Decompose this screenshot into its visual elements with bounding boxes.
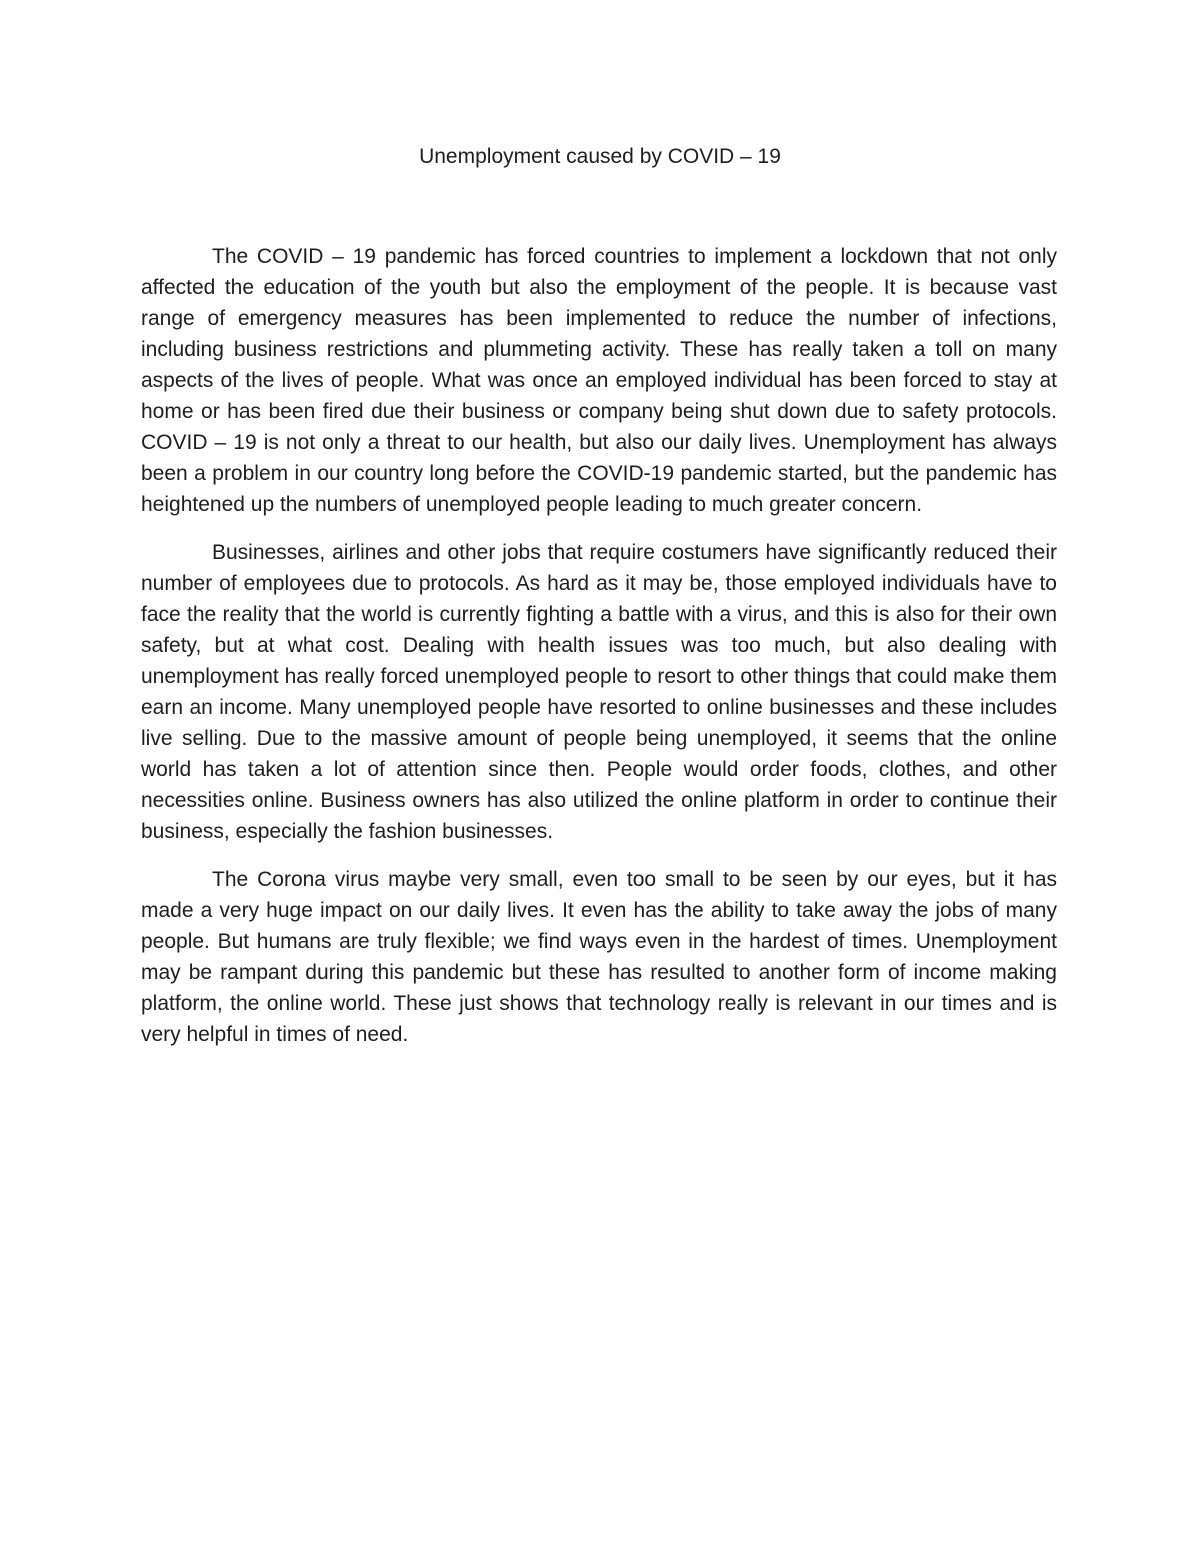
paragraph-3: The Corona virus maybe very small, even too small to be seen by our eyes, but it has made a very huge impact on our daily lives. It even has the ability to take away the jobs of many people. But humans are truly flexible; we find ways even in the hardest of times. Unemployment may be rampant during this pandemic but these has resulted to another form of income making platform, the online world. These just shows that technology really is relevant in our times and is very helpful in times of need. [141, 868, 1057, 1046]
document-title: Unemployment caused by COVID – 19 [419, 145, 781, 168]
paragraph-2: Businesses, airlines and other jobs that require costumers have significantly reduced their number of employees due to protocols. As hard as it may be, those employed individuals have to face the reality that the world is currently fighting a battle with a virus, and this is also for their own safety, but at what cost. Dealing with health issues was too much, but also dealing with unemployment has really forced unemployed people to resort to other things that could make them earn an income. Many unemployed people have resorted to online businesses and these includes live selling. Due to the massive amount of people being unemployed, it seems that the online world has taken a lot of attention since then. People would order foods, clothes, and other necessities online. Business owners has also utilized the online platform in order to continue their business, especially the fashion businesses. [141, 541, 1057, 843]
document-body [141, 241, 1057, 1067]
paragraph-1: The COVID – 19 pandemic has forced countries to implement a lockdown that not only affected the education of the youth but also the employment of the people. It is because vast range of emergency measures has been implemented to reduce the number of infections, including business restrictions and plummeting activity. These has really taken a toll on many aspects of the lives of people. What was once an employed individual has been forced to stay at home or has been fired due their business or company being shut down due to safety protocols. COVID – 19 is not only a threat to our health, but also our daily lives. Unemployment has always been a problem in our country long before the COVID-19 pandemic started, but the pandemic has heightened up the numbers of unemployed people leading to much greater concern. [141, 245, 1057, 516]
